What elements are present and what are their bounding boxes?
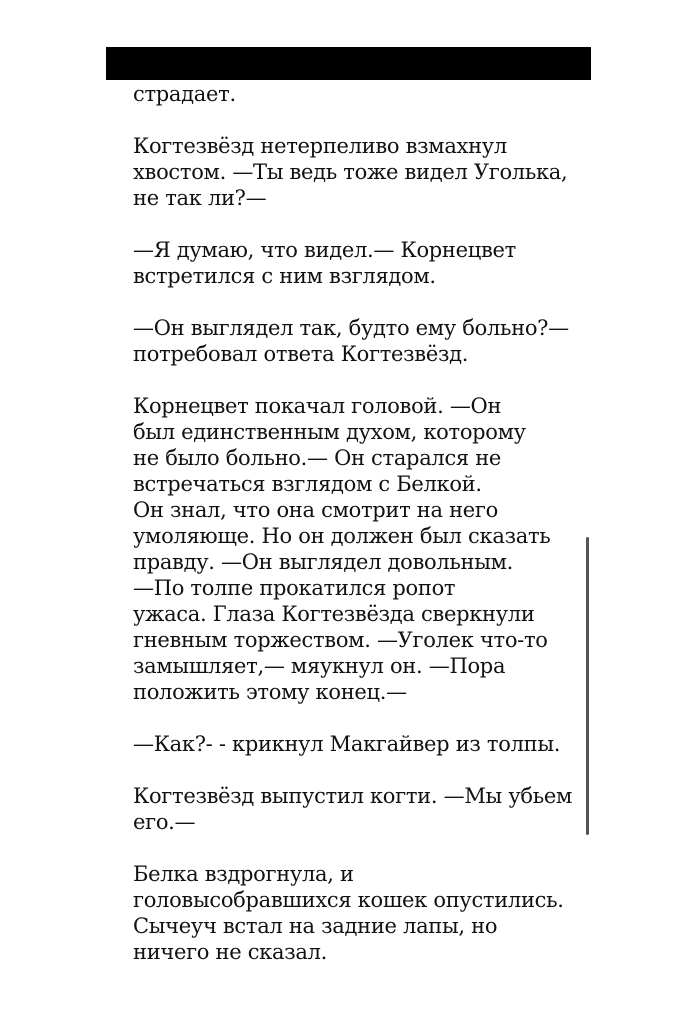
text-line: не было больно.— Он старался не	[133, 446, 502, 470]
text-line: —Он выглядел так, будто ему больно?—	[133, 316, 569, 340]
paragraph	[133, 133, 568, 211]
text-line: встречаться взглядом с Белкой.	[133, 472, 482, 496]
text-line: —По толпе прокатился ропот	[133, 576, 456, 600]
redaction-bar	[106, 47, 591, 80]
reader-text	[133, 81, 573, 965]
text-line: Белка вздрогнула, и	[133, 862, 354, 886]
text-line: замышляет,— мяукнул он. —Пора	[133, 654, 506, 678]
text-line: его.—	[133, 810, 196, 834]
text-line: Сычеуч встал на задние лапы, но	[133, 914, 498, 938]
text-line: потребовал ответа Когтезвёзд.	[133, 342, 469, 366]
paragraph	[133, 731, 563, 757]
text-line: положить этому конец.—	[133, 680, 407, 704]
text-line: встретился с ним взглядом.	[133, 264, 436, 288]
text-line: умоляюще. Но он должен был сказать	[133, 524, 551, 548]
paragraph	[133, 783, 573, 835]
text-line: Корнецвет покачал головой. —Он	[133, 394, 502, 418]
paragraph	[133, 315, 569, 367]
text-line: был единственным духом, которому	[133, 420, 526, 444]
text-line: правду. —Он выглядел довольным.	[133, 550, 514, 574]
text-line: Когтезвёзд выпустил когти. —Мы убьем	[133, 784, 573, 808]
text-line: ужаса. Глаза Когтезвёзда сверкнули	[133, 602, 535, 626]
text-line: страдает.	[133, 82, 236, 106]
text-line: —Я думаю, что видел.— Корнецвет	[133, 238, 516, 262]
text-line: не так ли?—	[133, 186, 267, 210]
paragraph	[133, 81, 563, 107]
text-line: ничего не сказал.	[133, 940, 328, 964]
text-line: хвостом. —Ты ведь тоже видел Уголька,	[133, 160, 568, 184]
text-line: гневным торжеством. —Уголек что-то	[133, 628, 548, 652]
text-line: головысобравшихся кошек опустились.	[133, 888, 564, 912]
text-line: —Как?- - крикнул Макгайвер из толпы.	[133, 732, 561, 756]
paragraph	[133, 393, 563, 705]
paragraph	[133, 861, 563, 965]
text-line: Когтезвёзд нетерпеливо взмахнул	[133, 134, 507, 158]
paragraph	[133, 237, 563, 289]
scrollbar[interactable]	[586, 537, 589, 835]
text-line: Он знал, что она смотрит на него	[133, 498, 498, 522]
